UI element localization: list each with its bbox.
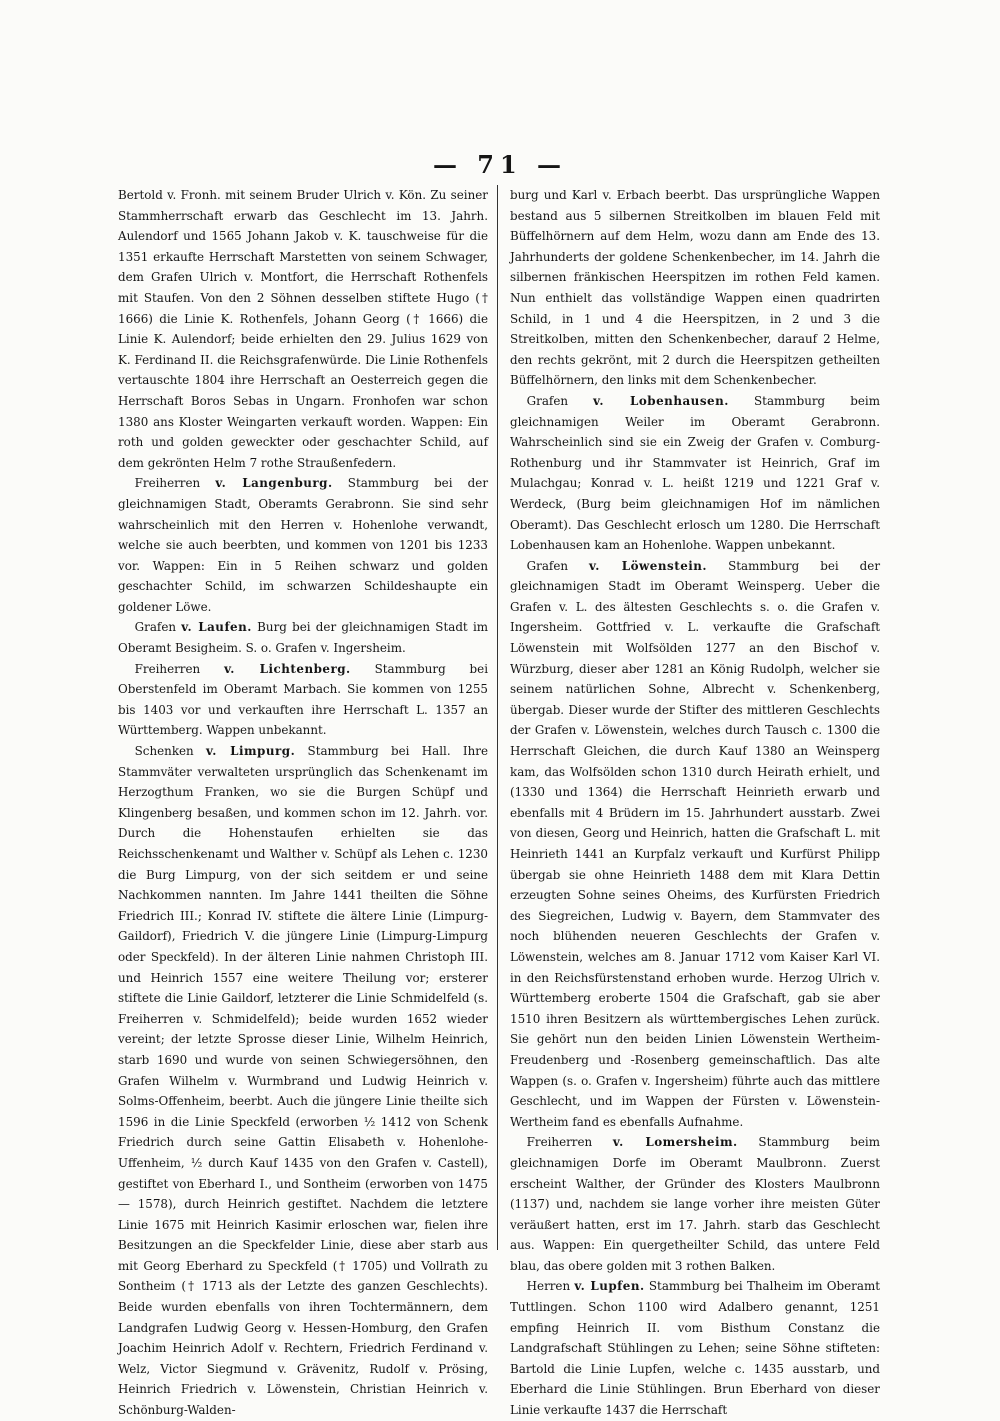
entry-loewenstein: Grafen v. Löwenstein. Stammburg bei der gleichnamigen Stadt im Oberamt Weinsperg. Ueber die Grafen v. L. des ältesten Geschlechts s. o. die Grafen v. Ingersheim. Gottfried v. L. verkaufte die Grafschaft Löwenstein mit Wolfsölden 1277 an den Bischof v. Würzburg, dieser aber 1281 an König Rudolph, welcher sie seinem natürlichen Sohne, Albrecht v. Schenkenberg, übergab. Dieser wurde der Stifter des mittleren Geschlechts der Grafen v. Löwenstein, welches durch Tausch c. 1300 die Herrschaft Gleichen, die durch Kauf 1380 an Weinsperg kam, das Wolfsölden schon 1310 durch Heirath erhielt, und (1330 und 1364) die Herrschaft Heinrieth erwarb und ebenfalls mit 4 Brüdern im 15. Jahrhundert ausstarb. Zwei von diesen, Georg und Heinrich, hatten die Grafschaft L. mit Heinrieth 1441 an Kurpfalz verkauft und Kurfürst Philipp übergab sie ohne Heinrieth 1488 dem mit Klara Dettin erzeugten Sohne seines Oheims, des Kurfürsten Friedrich des Siegreichen, Ludwig v. Bayern, dem Stammvater des noch blühenden neueren Geschlechts der Grafen v. Löwenstein, welches am 8. Januar 1712 vom Kaiser Karl VI. in den Reichsfürstenstand erhoben wurde. Herzog Ulrich v. Württemberg eroberte 1504 die Grafschaft, gab sie aber 1510 ihren Besitzern als württembergisches Lehen zurück. Sie gehört nun den beiden Linien Löwenstein Wertheim-Freudenberg und -Rosenberg gemeinschaftlich. Das alte Wappen (s. o. Grafen v. Ingersheim) führte auch das mittlere Geschlecht, und im Wappen der Fürsten v. Löwenstein-Wertheim fand es ebenfalls Aufnahme. bbox=[510, 558, 881, 1129]
entry-laufen: Grafen v. Laufen. Burg bei der gleichnamigen Stadt im Oberamt Besigheim. S. o. Grafen v. Ingersheim. bbox=[118, 620, 489, 656]
entry-lomersheim: Freiherren v. Lomersheim. Stammburg beim gleichnamigen Dorfe im Oberamt Maulbronn. Zuerst erscheint Walther, der Gründer des Klosters Maulbronn (1137) und, nachdem sie lange vorher ihre meisten Güter veräußert hatten, erst im 17. Jahrh. starb das Geschlecht aus. Wappen: Ein quergetheilter Schild, das untere Feld blau, das obere golden mit 3 rothen Balken. bbox=[510, 1135, 880, 1273]
page-number: — 71 — bbox=[432, 150, 568, 179]
left-column bbox=[118, 185, 488, 1421]
entry-heading: v. Lomersheim. bbox=[612, 1135, 738, 1150]
entry-heading: v. Lobenhausen. bbox=[593, 393, 729, 408]
paragraph: burg und Karl v. Erbach beerbt. Das ursprüngliche Wappen bestand aus 5 silbernen Streitkolben im blauen Feld mit Büffelhörnern auf dem Helm, wozu dann am Ende des 13. Jahrhunderts der goldene Schenkenbecher, im 14. Jahrh die silbernen fränkischen Heerspitzen im rothen Feld kamen. Nun enthielt das vollständige Wappen einen quadrirten Schild, in 1 und 4 die Heerspitzen, in 2 und 3 die Streitkolben, mitten den Schenkenbecher, darauf 2 Helme, den rechts gekrönt, mit 2 durch die Heerspitzen getheilten Büffelhörnern, den links mit dem Schenkenbecher. bbox=[510, 188, 880, 388]
entry-lupfen: Herren v. Lupfen. Stammburg bei Thalheim im Oberamt Tuttlingen. Schon 1100 wird Adalbero genannt, 1251 empfing Heinrich II. vom Bisthum Constanz die Landgrafschaft Stühlingen zu Lehen; seine Söhne stifteten: Bartold die Linie Lupfen, welche c. 1435 ausstarb, und Eberhard die Linie Stühlingen. Brun Eberhard von dieser Linie verkaufte 1437 die Herrschaft bbox=[510, 1279, 881, 1418]
entry-lichtenberg: Freiherren v. Lichtenberg. Stammburg bei Oberstenfeld im Oberamt Marbach. Sie kommen von 1255 bis 1403 vor und verkauften ihre Herrschaft L. 1357 an Württemberg. Wappen unbekannt. bbox=[118, 661, 488, 738]
entry-heading: v. Limpurg. bbox=[206, 744, 296, 759]
entry-heading: v. Löwenstein. bbox=[589, 558, 708, 573]
entry-heading: v. Lupfen. bbox=[574, 1279, 645, 1294]
entry-lobenhausen: Grafen v. Lobenhausen. Stammburg beim gleichnamigen Weiler im Oberamt Gerabronn. Wahrscheinlich sind sie ein Zweig der Grafen v. Comburg-Rothenburg und ihr Stammvater ist Heinrich, Graf im Mulachgau; Konrad v. L. heißt 1219 und 1221 Graf v. Werdeck, (Burg beim gleichnamigen Hof im nämlichen Oberamt). Das Geschlecht erlosch um 1280. Die Herrschaft Lobenhausen kam an Hohenlohe. Wappen unbekannt. bbox=[510, 393, 881, 553]
column-divider bbox=[497, 185, 498, 1250]
entry-langenburg: Freiherren v. Langenburg. Stammburg bei der gleichnamigen Stadt, Oberamts Gerabronn. Sie sind sehr wahrscheinlich mit den Herren v. Hohenlohe verwandt, welche sie auch beerbten, und kommen von 1201 bis 1233 vor. Wappen: Ein in 5 Reihen schwarz und golden geschachter Schild, im schwarzen Schildeshaupte ein goldener Löwe. bbox=[118, 476, 489, 614]
entry-heading: v. Langenburg. bbox=[215, 476, 333, 491]
entry-heading: v. Lichtenberg. bbox=[224, 661, 351, 676]
entry-limpurg: Schenken v. Limpurg. Stammburg bei Hall. Ihre Stammväter verwalteten ursprünglich das Schenkenamt im Herzogthum Franken, wo sie die Burgen Schüpf und Klingenberg besaßen, und kommen schon im 12. Jahrh. vor. Durch die Hohenstaufen erhielten sie das Reichsschenkenamt und Walther v. Schüpf als Lehen c. 1230 die Burg Limpurg, von der sich seitdem er und seine Nachkommen nannten. Im Jahre 1441 theilten die Söhne Friedrich III.; Konrad IV. stiftete die ältere Linie (Limpurg-Gaildorf), Friedrich V. die jüngere Linie (Limpurg-Limpurg oder Speckfeld). In der älteren Linie nahmen Christoph III. und Heinrich 1557 eine weitere Theilung vor; ersterer stiftete die Linie Gaildorf, letzterer die Linie Schmidelfeld (s. Freiherren v. Schmidelfeld); beide wurden 1652 wieder vereint; der letzte Sprosse dieser Linie, Wilhelm Heinrich, starb 1690 und wurde von seinen Schwiegersöhnen, den Grafen Wilhelm v. Wurmbrand und Ludwig Heinrich v. Solms-Offenheim, beerbt. Auch die jüngere Linie theilte sich 1596 in die Linie Speckfeld (erworben ½ 1412 von Schenk Friedrich durch seine Gattin Elisabeth v. Hohenlohe-Uffenheim, ½ durch Kauf 1435 von den Grafen v. Castell), gestiftet von Eberhard I., und Sontheim (erworben von 1475 — 1578), durch Heinrich gestiftet. Nachdem die letztere Linie 1675 mit Heinrich Kasimir erloschen war, fielen ihre Besitzungen an die Speckfelder Linie, diese aber starb aus mit Georg Eberhard zu Speckfeld († 1705) und Vollrath zu Sontheim († 1713 als der Letzte des ganzen Geschlechts). Beide wurden ebenfalls von ihren Tochtermännern, dem Landgrafen Ludwig Georg v. Hessen-Homburg, den Grafen Joachim Heinrich Adolf v. Rechtern, Friedrich Ferdinand v. Welz, Victor Siegmund v. Grävenitz, Rudolf v. Prösing, Heinrich Friedrich v. Löwenstein, Christian Heinrich v. Schönburg-Walden- bbox=[118, 744, 489, 1418]
entry-heading: v. Laufen. bbox=[181, 620, 252, 635]
right-column bbox=[510, 185, 880, 1421]
paragraph: Bertold v. Fronh. mit seinem Bruder Ulrich v. Kön. Zu seiner Stammherrschaft erwarb das Geschlecht im 13. Jahrh. Aulendorf und 1565 Johann Jakob v. K. tauschweise für die 1351 erkaufte Herrschaft Marstetten von seinem Schwager, dem Grafen Ulrich v. Montfort, die Herrschaft Rothenfels mit Staufen. Von den 2 Söhnen desselben stiftete Hugo († 1666) die Linie K. Rothenfels, Johann Georg († 1666) die Linie K. Aulendorf; beide erhielten den 29. Julius 1629 von K. Ferdinand II. die Reichsgrafenwürde. Die Linie Rothenfels vertauschte 1804 ihre Herrschaft an Oesterreich gegen die Herrschaft Boros Sebas in Ungarn. Fronhofen war schon 1380 ans Kloster Weingarten verkauft worden. Wappen: Ein roth und golden geweckter oder geschachter Schild, auf dem gekrönten Helm 7 rothe Straußenfedern. bbox=[118, 188, 488, 470]
